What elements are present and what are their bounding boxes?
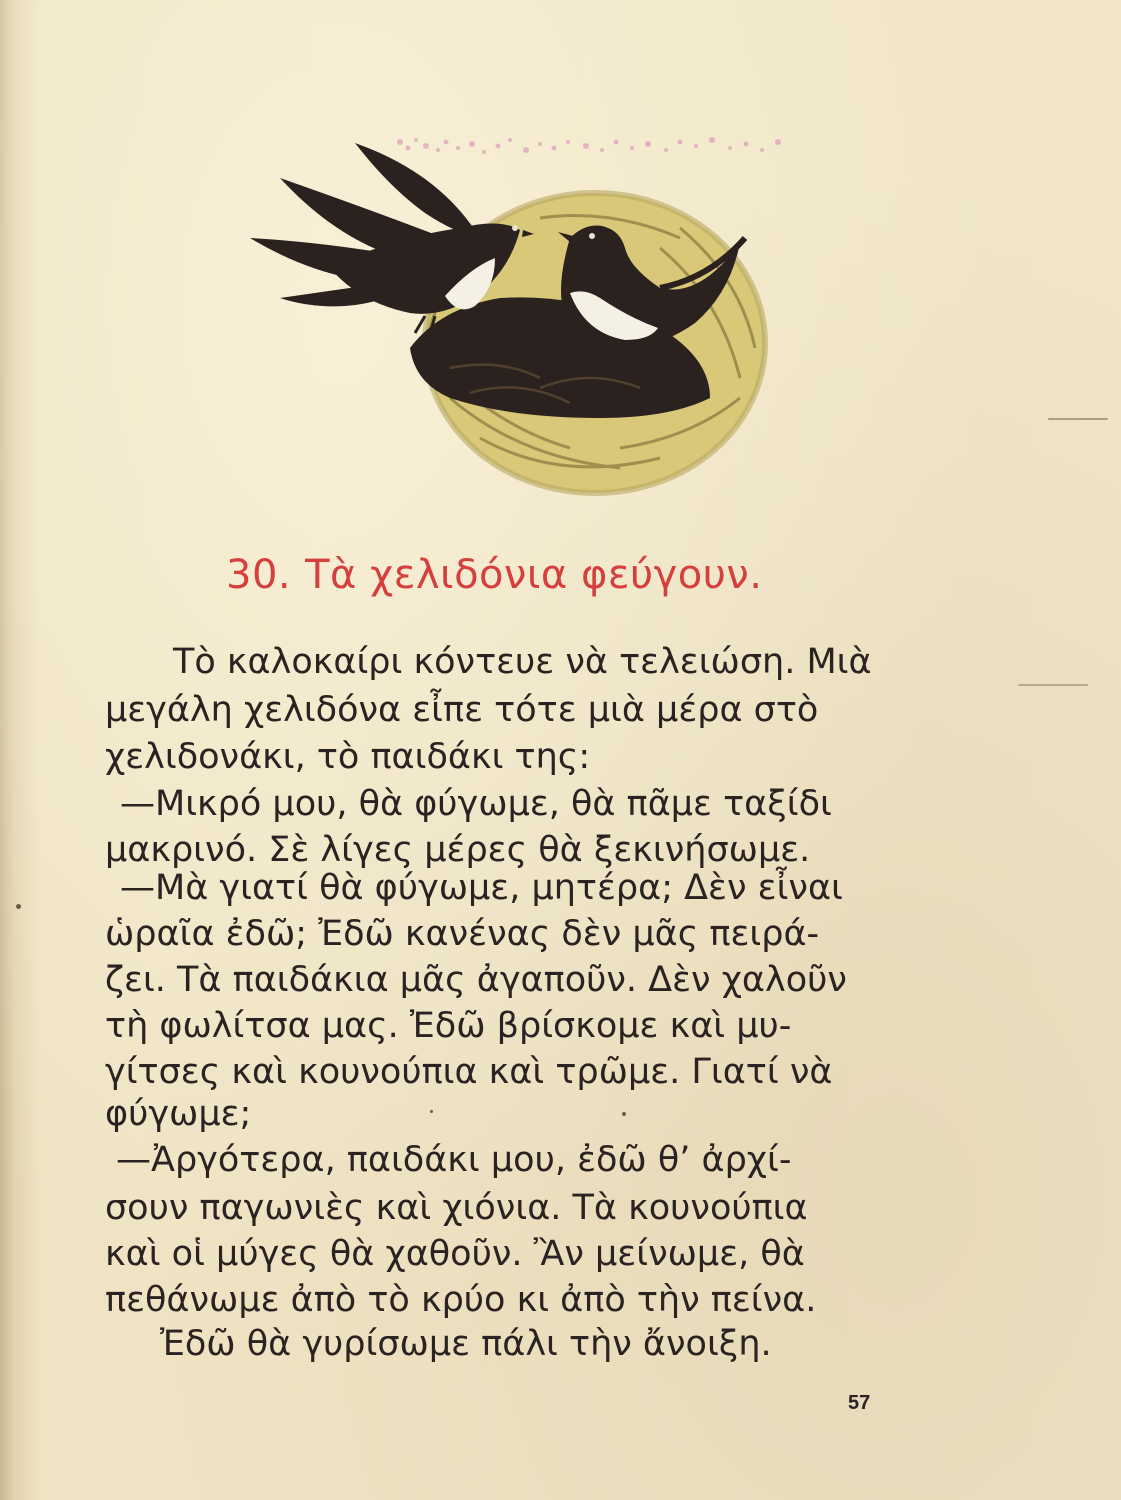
text-line: ὡραῖα ἐδῶ; Ἐδῶ κανένας δὲν μᾶς πειρά- <box>105 914 820 954</box>
lesson-number: 30. <box>226 552 292 598</box>
text-line: φύγωμε; <box>105 1094 252 1134</box>
text-line: χελιδονάκι, τὸ παιδάκι της: <box>105 737 591 777</box>
text-line: μακρινό. Σὲ λίγες μέρες θὰ ξεκινήσωμε. <box>105 830 811 870</box>
text-line: —Μικρό μου, θὰ φύγωμε, θὰ πᾶμε ταξίδι <box>120 784 832 824</box>
text-line: πεθάνωμε ἀπὸ τὸ κρύο κι ἀπὸ τὴν πείνα. <box>105 1280 817 1320</box>
page-number: 57 <box>848 1392 871 1414</box>
text-line: —Μὰ γιατί θὰ φύγωμε, μητέρα; Δὲν εἶναι <box>120 868 843 908</box>
text-line: σουν παγωνιὲς καὶ χιόνια. Τὰ κουνούπια <box>105 1188 808 1228</box>
text-line: γίτσες καὶ κουνούπια καὶ τρῶμε. Γιατί νὰ <box>105 1052 833 1092</box>
lesson-title-text: Τὰ χελιδόνια φεύγουν. <box>305 552 763 598</box>
text-line: ζει. Τὰ παιδάκια μᾶς ἀγαποῦν. Δὲν χαλοῦν <box>105 960 847 1000</box>
text-line: Τὸ καλοκαίρι κόντευε νὰ τελειώση. Μιὰ <box>173 642 872 682</box>
text-line: καὶ οἱ μύγες θὰ χαθοῦν. Ἂν μείνωμε, θὰ <box>105 1234 805 1274</box>
paper-mark <box>1018 684 1088 686</box>
paper-speck <box>430 1110 433 1113</box>
paper-mark <box>1048 418 1108 420</box>
text-line: μεγάλη χελιδόνα εἶπε τότε μιὰ μέρα στὸ <box>105 690 819 730</box>
paper-speck <box>16 904 21 909</box>
paper-speck <box>622 1112 626 1116</box>
text-line: τὴ φωλίτσα μας. Ἐδῶ βρίσκομε καὶ μυ- <box>105 1006 792 1046</box>
text-line: —Ἀργότερα, παιδάκι μου, ἐδῶ θ’ ἀρχί- <box>116 1140 792 1180</box>
text-line: Ἐδῶ θὰ γυρίσωμε πάλι τὴν ἄνοιξη. <box>160 1324 772 1364</box>
